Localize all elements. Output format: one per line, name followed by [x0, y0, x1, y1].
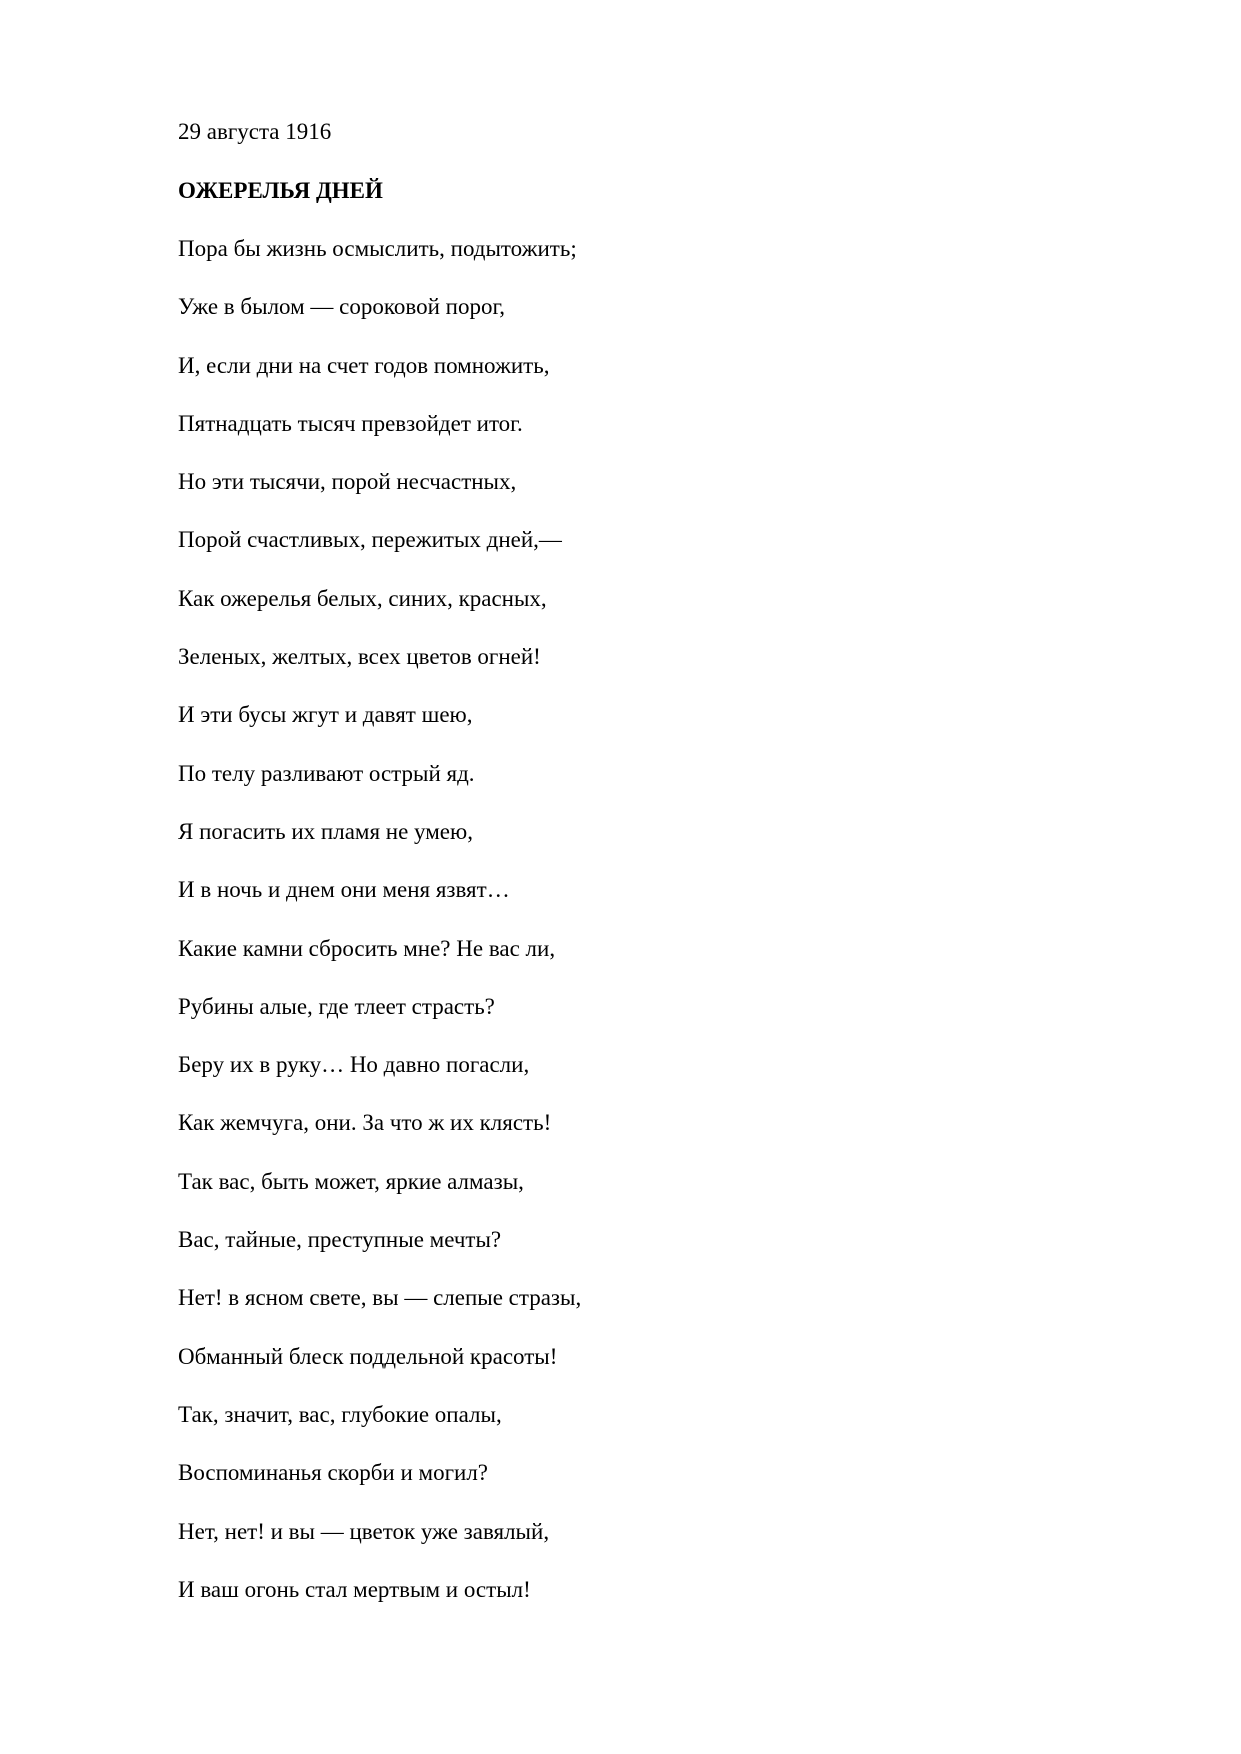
poem-line: Так вас, быть может, яркие алмазы, [178, 1168, 524, 1194]
poem-line: Нет! в ясном свете, вы — слепые стразы, [178, 1285, 582, 1311]
poem-line: Как ожерелья белых, синих, красных, [178, 585, 547, 611]
poem-line: Порой счастливых, пережитых дней,— [178, 527, 562, 553]
poem-date: 29 августа 1916 [178, 119, 332, 144]
poem-line: По телу разливают острый яд. [178, 760, 475, 786]
poem-line: И в ночь и днем они меня язвят… [178, 877, 510, 903]
poem-line: Как жемчуга, они. За что ж их клясть! [178, 1110, 552, 1136]
poem-line: Воспоминанья скорби и могил? [178, 1460, 489, 1486]
poem-line: Так, значит, вас, глубокие опалы, [178, 1401, 502, 1427]
poem-line: Нет, нет! и вы — цветок уже завялый, [178, 1518, 550, 1544]
poem-line: Пора бы жизнь осмыслить, подытожить; [178, 236, 577, 261]
poem-line: Уже в былом — сороковой порог, [178, 294, 506, 320]
poem-line: Я погасить их пламя не умею, [178, 818, 473, 844]
poem-line: Беру их в руку… Но давно погасли, [178, 1052, 530, 1078]
poem-line: И, если дни на счет годов помножить, [178, 352, 550, 378]
poem-line: И ваш огонь стал мертвым и остыл! [178, 1576, 531, 1602]
poem-line: Зеленых, желтых, всех цветов огней! [178, 644, 541, 670]
poem-line: Но эти тысячи, порой несчастных, [178, 469, 517, 495]
poem-line: Обманный блеск поддельной красоты! [178, 1343, 558, 1369]
poem-line: Какие камни сбросить мне? Не вас ли, [178, 935, 556, 961]
poem-line: Вас, тайные, преступные мечты? [178, 1227, 502, 1253]
poem-verse [178, 234, 581, 1633]
poem-line: Пятнадцать тысяч превзойдет итог. [178, 410, 523, 436]
poem-line: Рубины алые, где тлеет страсть? [178, 993, 495, 1019]
poem-title: ОЖЕРЕЛЬЯ ДНЕЙ [178, 178, 383, 203]
poem-line: И эти бусы жгут и давят шею, [178, 702, 473, 728]
